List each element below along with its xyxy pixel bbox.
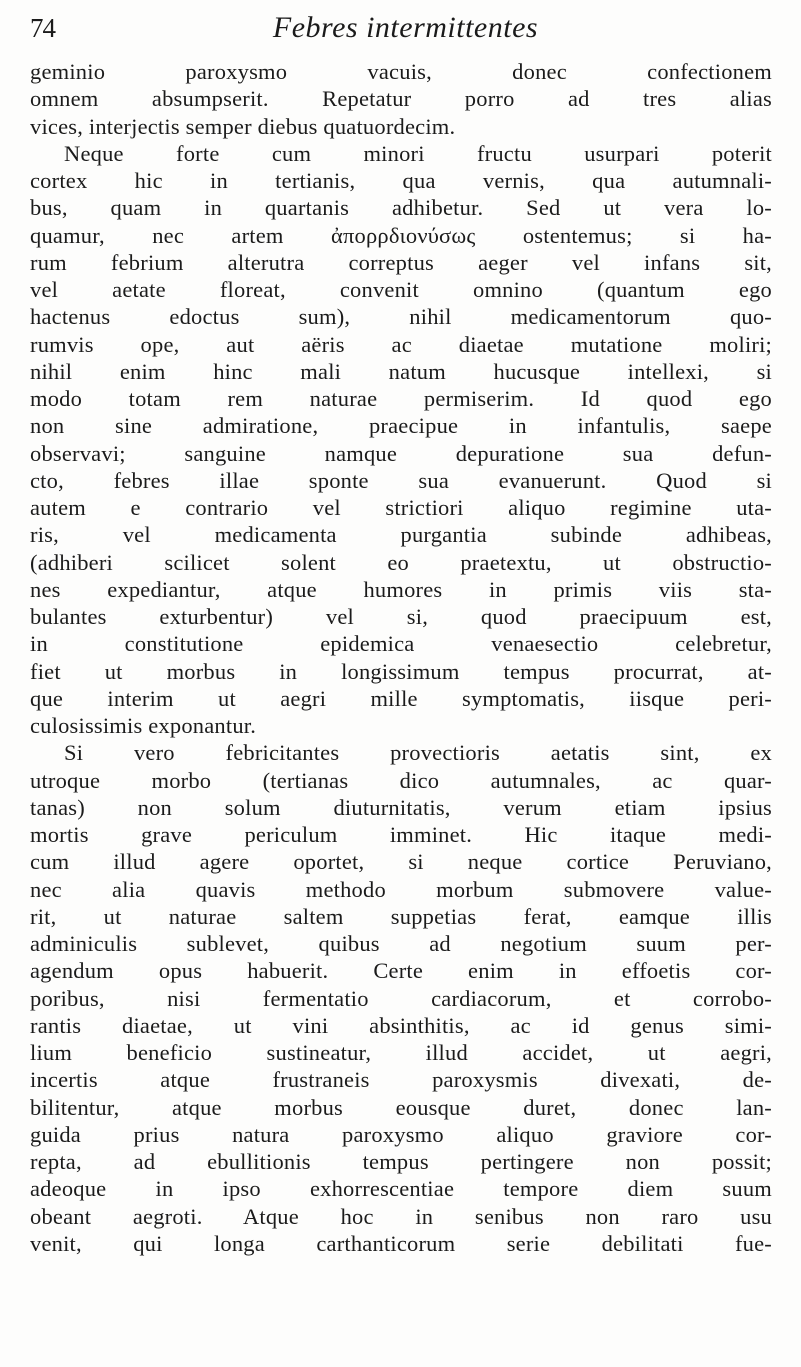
text-line: hactenus edoctus sum), nihil medicamentorum quo- bbox=[30, 304, 772, 330]
running-head bbox=[30, 10, 781, 46]
text-line: mortis grave periculum imminet. Hic itaque medi- bbox=[30, 822, 772, 847]
text-line: bilitentur, atque morbus eousque duret, donec lan- bbox=[30, 1094, 772, 1120]
text-line: nec alia quavis methodo morbum submovere value- bbox=[30, 876, 772, 902]
text-line: autem e contrario vel strictiori aliquo regimine uta- bbox=[30, 495, 772, 520]
text-line: obeant aegroti. Atque hoc in senibus non raro usu bbox=[30, 1203, 772, 1229]
text-line: agendum opus habuerit. Certe enim in effoetis cor- bbox=[30, 958, 772, 984]
text-line: rum febrium alterutra correptus aeger vel infans sit, bbox=[30, 249, 772, 275]
text-line: incertis atque frustraneis paroxysmis divexati, de- bbox=[30, 1067, 772, 1093]
text-line: modo totam rem naturae permiserim. Id quod ego bbox=[30, 386, 772, 411]
text-line: Si vero febricitantes provectioris aetatis sint, ex bbox=[64, 740, 772, 766]
text-line: rit, ut naturae saltem suppetias ferat, eamque illis bbox=[30, 903, 772, 929]
text-line: bulantes exturbentur) vel si, quod praecipuum est, bbox=[30, 604, 772, 629]
text-line: nes expediantur, atque humores in primis viis sta- bbox=[30, 576, 772, 602]
text-line: poribus, nisi fermentatio cardiacorum, et corrobo- bbox=[30, 985, 772, 1011]
text-line: in constitutione epidemica venaesectio celebretur, bbox=[30, 631, 772, 657]
text-line: quamur, nec artem ἀπορρδιονύσως ostentemus; si ha- bbox=[30, 222, 772, 248]
text-line: Neque forte cum minori fructu usurpari poterit bbox=[64, 140, 772, 166]
text-line: vices, interjectis semper diebus quatuordecim. bbox=[30, 113, 456, 139]
text-line: cto, febres illae sponte sua evanuerunt. Quod si bbox=[30, 467, 772, 493]
text-line: ris, vel medicamenta purgantia subinde adhibeas, bbox=[30, 522, 772, 548]
text-line: non sine admiratione, praecipue in infantulis, saepe bbox=[30, 413, 772, 439]
text-line: venit, qui longa carthanticorum serie debilitati fue- bbox=[30, 1230, 772, 1256]
text-line: omnem absumpserit. Repetatur porro ad tres alias bbox=[30, 86, 772, 112]
text-line: rantis diaetae, ut vini absinthitis, ac id genus simi- bbox=[30, 1012, 772, 1038]
text-line: observavi; sanguine namque depuratione sua defun- bbox=[30, 440, 772, 466]
text-line: nihil enim hinc mali natum hucusque intellexi, si bbox=[30, 358, 772, 384]
text-line: guida prius natura paroxysmo aliquo graviore cor- bbox=[30, 1121, 772, 1147]
text-line: que interim ut aegri mille symptomatis, iisque peri- bbox=[30, 685, 772, 711]
text-line: adminiculis sublevet, quibus ad negotium suum per- bbox=[30, 931, 772, 956]
text-line: cortex hic in tertianis, qua vernis, qua autumnali- bbox=[30, 168, 772, 193]
page-number: 74 bbox=[30, 13, 55, 43]
text-line: (adhiberi scilicet solent eo praetextu, ut obstructio- bbox=[30, 549, 772, 575]
text-line: tanas) non solum diuturnitatis, verum etiam ipsius bbox=[30, 794, 772, 820]
text-line: bus, quam in quartanis adhibetur. Sed ut vera lo- bbox=[30, 195, 772, 221]
text-line: utroque morbo (tertianas dico autumnales, ac quar- bbox=[30, 767, 772, 793]
text-line: repta, ad ebullitionis tempus pertingere non possit; bbox=[30, 1149, 772, 1174]
text-line: culosissimis exponantur. bbox=[30, 713, 257, 738]
text-line: geminio paroxysmo vacuis, donec confectionem bbox=[30, 59, 772, 84]
running-title: Febres intermittentes bbox=[272, 11, 539, 44]
text-line: rumvis ope, aut aëris ac diaetae mutatione moliri; bbox=[30, 331, 772, 357]
text-line: fiet ut morbus in longissimum tempus procurrat, at- bbox=[30, 658, 772, 684]
text-line: cum illud agere oportet, si neque cortice Peruviano, bbox=[30, 849, 772, 875]
text-line: lium beneficio sustineatur, illud accidet, ut aegri, bbox=[30, 1040, 772, 1065]
text-line: adeoque in ipso exhorrescentiae tempore diem suum bbox=[30, 1176, 772, 1202]
body-text bbox=[30, 58, 772, 1257]
text-line: vel aetate floreat, convenit omnino (quantum ego bbox=[30, 277, 772, 302]
